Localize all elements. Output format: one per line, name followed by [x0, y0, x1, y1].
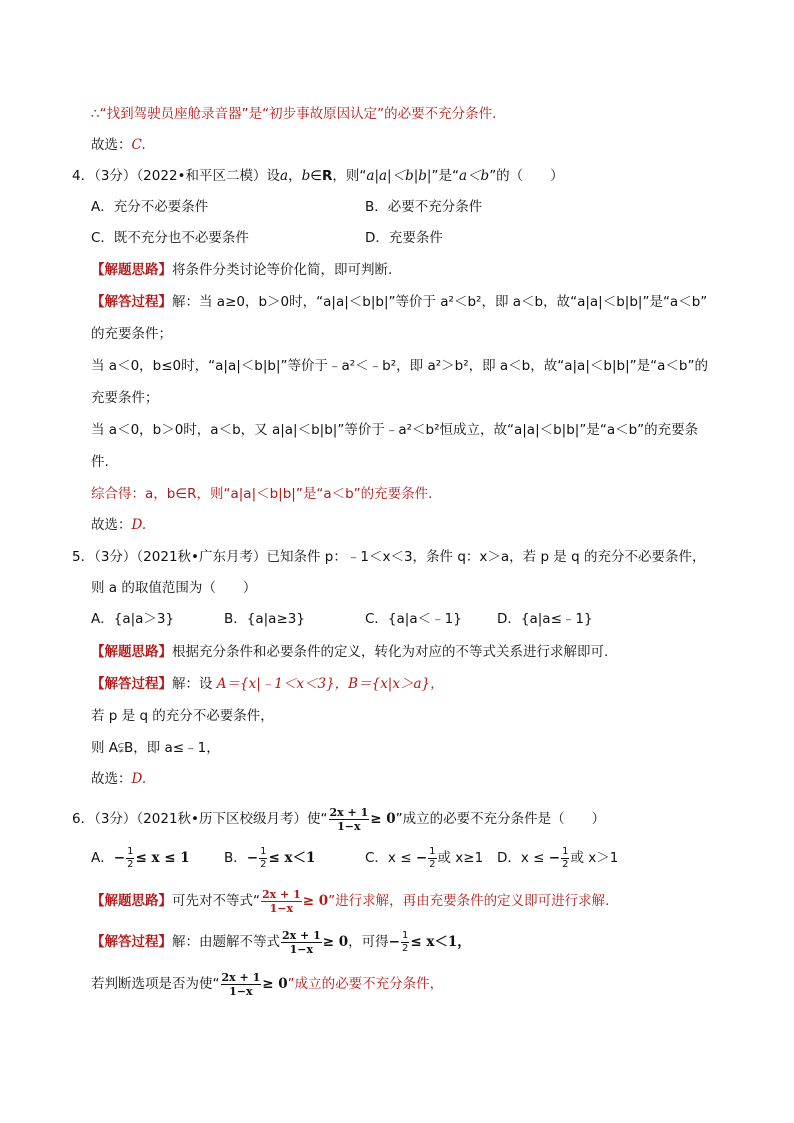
option-expr: ≤ x ≤ 1	[135, 850, 190, 866]
question-score: （3分）	[94, 168, 137, 184]
stem-text: （3分）（2021秋•广东月考）已知条件 p：﹣1＜x＜3，条件 q：x＞a，若 p 是 q 的充分不必要条件，	[94, 549, 706, 565]
process-text: 解：由题解不等式	[172, 934, 280, 950]
q6-stem	[72, 804, 605, 834]
q5-option-c: C．{a|a＜﹣1}	[365, 611, 462, 627]
process-expr: A＝{x|﹣1＜x＜3}，B＝{x|x＞a}，	[216, 676, 444, 692]
q5-process-line-3: 则 A⫋B，即 a≤﹣1，	[91, 740, 220, 756]
denominator: 2	[401, 942, 409, 954]
process-text: 解：设	[172, 676, 217, 692]
numerator: 1	[401, 929, 409, 941]
q4-idea	[91, 260, 392, 280]
half-fraction	[561, 846, 569, 871]
q4-option-d: D．充要条件	[365, 230, 443, 246]
option-expr: 或 x＞1	[570, 850, 619, 866]
numerator: 1	[127, 845, 134, 857]
half-fraction	[428, 846, 436, 871]
stem-text: 设	[266, 168, 281, 184]
inequality: ≥ 0	[322, 934, 349, 950]
process-expr: ≤ x＜1，	[410, 934, 471, 950]
q4-answer	[91, 515, 146, 535]
q4-process-line-6: 件.	[91, 454, 109, 470]
stem-text: （3分）（2021秋•历下区校级月考）使“	[94, 811, 328, 827]
inequality: ≥ 0	[370, 811, 396, 827]
process-label: 【解答过程】	[91, 676, 172, 692]
question-number: 4．	[72, 168, 95, 184]
idea-text: 可先对不等式“	[172, 893, 260, 909]
q4-option-c: C．既不充分也不必要条件	[91, 230, 249, 246]
q5-option-d: D．{a|a≤﹣1}	[497, 611, 593, 627]
answer-label: 故选：	[91, 517, 132, 533]
inequality: ≥ 0	[262, 976, 288, 992]
answer-label: 故选：	[91, 771, 132, 787]
question-number: 5．	[72, 549, 95, 565]
half-fraction	[259, 846, 267, 871]
fraction-denominator: 1−x	[229, 984, 253, 998]
fraction-denominator: 1−x	[337, 819, 361, 833]
fraction	[329, 806, 370, 833]
option-letter: B．	[224, 850, 247, 866]
q5-answer	[91, 769, 146, 789]
idea-text: 根据充分条件和必要条件的定义，转化为对应的不等式关系进行求解即可.	[172, 644, 609, 660]
process-text: 若判断选项是否为使“	[91, 976, 220, 992]
idea-label: 【解题思路】	[91, 893, 172, 909]
stem-expr: a|a|＜b|b|	[366, 168, 432, 184]
option-letter: A．	[91, 850, 114, 866]
numerator: 1	[429, 845, 436, 857]
fraction-numerator: 2x + 1	[329, 805, 369, 819]
stem-var: a	[280, 168, 289, 184]
q5-stem	[72, 547, 705, 567]
q3-answer	[91, 135, 146, 155]
stem-text: ”是“	[431, 168, 459, 184]
fraction	[281, 929, 322, 956]
fraction-numerator: 2x + 1	[262, 887, 301, 901]
stem-text: ，则“	[332, 168, 367, 184]
denominator: 2	[429, 858, 436, 870]
stem-text: ∈	[310, 168, 322, 184]
stem-text: ”成立的必要不充分条件是（ ）	[395, 811, 606, 827]
minus: −	[246, 850, 259, 866]
q6-idea	[91, 886, 609, 916]
idea-text: 将条件分类讨论等价化简，即可判断.	[172, 262, 393, 278]
q4-process-line-3: 当 a＜0，b≤0时，“a|a|＜b|b|”等价于﹣a²＜﹣b²，即 a²＞b²，即 a＜b，故“a|a|＜b|b|”是“a＜b”的	[91, 358, 708, 374]
q4-process-line-5: 当 a＜0，b＞0时，a＜b，又 a|a|＜b|b|”等价于﹣a²＜b²恒成立，故“a|a|＜b|b|”是“a＜b”的充要条	[91, 422, 699, 438]
answer-value: D.	[131, 771, 147, 787]
q6-option-c	[365, 843, 483, 873]
fraction	[221, 971, 262, 998]
process-label: 【解答过程】	[91, 934, 172, 950]
question-number: 6．	[72, 811, 95, 827]
process-text: 解：当 a≥0，b＞0时，“a|a|＜b|b|”等价于 a²＜b²，即 a＜b，故“a|a|＜b|b|”是“a＜b”	[172, 294, 708, 310]
idea-label: 【解题思路】	[91, 262, 172, 278]
denominator: 2	[562, 858, 569, 870]
q5-process-line-1	[91, 674, 444, 694]
fraction	[261, 888, 302, 915]
q4-process-line-2: 的充要条件；	[91, 326, 172, 342]
half-fraction	[126, 846, 134, 871]
q4-option-a: A．充分不必要条件	[91, 199, 209, 215]
q4-process-line-4: 充要条件；	[91, 390, 159, 406]
stem-expr: a＜b	[458, 168, 490, 184]
q4-process-line-1	[91, 292, 707, 312]
minus: −	[548, 850, 561, 866]
q6-option-a	[91, 843, 190, 873]
minus: −	[415, 850, 428, 866]
minus: −	[113, 850, 126, 866]
option-expr: 或 x≥1	[437, 850, 484, 866]
inequality: ≥ 0	[302, 893, 329, 909]
stem-var: b	[301, 168, 311, 184]
half-fraction	[401, 930, 409, 955]
numerator: 1	[260, 845, 267, 857]
q4-stem	[72, 166, 564, 186]
option-expr: ≤ x＜1	[268, 850, 316, 866]
fraction-denominator: 1−x	[269, 901, 294, 915]
idea-text: ”进行求解，再由充要条件的定义即可进行求解.	[328, 893, 610, 909]
q3-conclusion: ∴“找到驾驶员座舱录音器”是“初步事故原因认定”的必要不充分条件.	[91, 106, 497, 122]
q4-option-b: B．必要不充分条件	[365, 199, 483, 215]
q5-option-b: B．{a|a≥3}	[224, 611, 305, 627]
q4-process-line-7: 综合得：a，b∈R，则“a|a|＜b|b|”是“a＜b”的充要条件.	[91, 486, 433, 502]
question-source: （2022•和平区二模）	[136, 168, 267, 184]
denominator: 2	[260, 858, 267, 870]
fraction-denominator: 1−x	[289, 942, 314, 956]
q6-process-line-1	[91, 927, 471, 957]
stem-set: R	[322, 168, 333, 184]
option-letter: D．x ≤	[497, 850, 549, 866]
q5-idea	[91, 642, 608, 662]
idea-label: 【解题思路】	[91, 644, 172, 660]
process-label: 【解答过程】	[91, 294, 172, 310]
answer-value: D.	[131, 517, 147, 533]
q5-option-a: A．{a|a＞3}	[91, 611, 175, 627]
q5-process-line-2: 若 p 是 q 的充分不必要条件，	[91, 708, 274, 724]
minus: −	[388, 934, 400, 950]
answer-label: 故选：	[91, 137, 132, 153]
q5-stem-2: 则 a 的取值范围为（ ）	[91, 580, 257, 596]
numerator: 1	[562, 845, 569, 857]
denominator: 2	[127, 858, 134, 870]
q6-option-b	[224, 843, 315, 873]
q6-option-d	[497, 843, 618, 873]
stem-text: ”的（ ）	[489, 168, 564, 184]
process-text: ，可得	[348, 934, 389, 950]
fraction-numerator: 2x + 1	[282, 928, 321, 942]
option-letter: C．x ≤	[365, 850, 416, 866]
answer-value: C.	[131, 137, 146, 153]
q6-process-line-2	[91, 969, 443, 999]
stem-text: ，	[288, 168, 302, 184]
process-text: ”成立的必要不充分条件，	[287, 976, 444, 992]
fraction-numerator: 2x + 1	[221, 970, 261, 984]
